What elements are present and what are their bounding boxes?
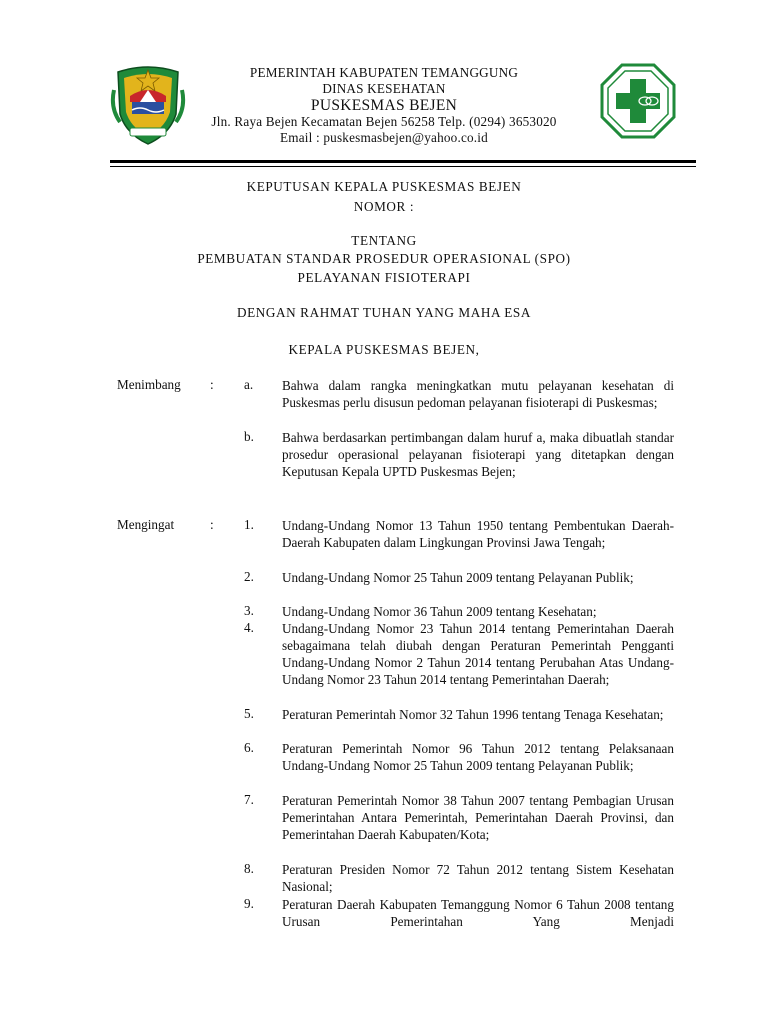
- list-item-text: Peraturan Daerah Kabupaten Temanggung Nomor 6 Tahun 2008 tentang Urusan Pemerintahan Yang Menjadi: [282, 897, 674, 929]
- decree-subject-line2: PELAYANAN FISIOTERAPI: [297, 270, 471, 285]
- official-line: KEPALA PUSKESMAS BEJEN,: [288, 342, 480, 357]
- list-item-marker: 4.: [244, 620, 254, 635]
- list-item-text: Undang-Undang Nomor 25 Tahun 2009 tentang Pelayanan Publik;: [282, 570, 634, 585]
- header-government: PEMERINTAH KABUPATEN TEMANGGUNG: [249, 65, 519, 80]
- header-department: DINAS KESEHATAN: [322, 81, 446, 96]
- decree-number: NOMOR :: [353, 199, 415, 214]
- list-item-text: Undang-Undang Nomor 36 Tahun 2009 tentang Kesehatan;: [282, 604, 597, 619]
- decree-title: KEPUTUSAN KEPALA PUSKESMAS BEJEN: [246, 179, 522, 194]
- list-item-marker: 3.: [244, 603, 254, 618]
- list-item-text: Peraturan Pemerintah Nomor 38 Tahun 2007 tentang Pembagian Urusan Pemerintahan Antara Pemerintah, Pemerintahan Daerah Provinsi, dan Pemerintahan Daerah Kabupaten/Kota;: [282, 793, 674, 842]
- mengingat-colon: :: [210, 517, 214, 532]
- header-organization: PUSKESMAS BEJEN: [310, 97, 458, 114]
- list-item-marker: 7.: [244, 792, 254, 807]
- mengingat-label: Mengingat: [117, 517, 175, 532]
- header-rule-thin: [110, 166, 696, 167]
- list-item-marker: a.: [244, 377, 254, 392]
- list-item-marker: 2.: [244, 569, 254, 584]
- list-item-text: Peraturan Pemerintah Nomor 32 Tahun 1996 tentang Tenaga Kesehatan;: [282, 707, 664, 722]
- decree-subject-line1: PEMBUATAN STANDAR PROSEDUR OPERASIONAL (SPO): [197, 251, 571, 266]
- list-item-text: Undang-Undang Nomor 13 Tahun 1950 tentang Pembentukan Daerah-Daerah Kabupaten dalam Lingkungan Provinsi Jawa Tengah;: [282, 518, 674, 550]
- menimbang-label: Menimbang: [117, 377, 181, 392]
- list-item-marker: 6.: [244, 740, 254, 755]
- list-item-marker: 5.: [244, 706, 254, 721]
- header-rule-thick: [110, 160, 696, 163]
- list-item-marker: b.: [244, 429, 254, 444]
- header-email: Email : puskesmasbejen@yahoo.co.id: [280, 130, 488, 145]
- list-item-marker: 9.: [244, 896, 254, 911]
- list-item-text: Bahwa berdasarkan pertimbangan dalam huruf a, maka dibuatlah standar prosedur operasional pelayanan fisioterapi yang ditetapkan dengan Keputusan Kepala UPTD Puskesmas Bejen;: [282, 430, 674, 479]
- decree-about: TENTANG: [351, 233, 417, 248]
- header-address: Jln. Raya Bejen Kecamatan Bejen 56258 Telp. (0294) 3653020: [211, 114, 557, 129]
- list-item-text: Peraturan Pemerintah Nomor 96 Tahun 2012 tentang Pelaksanaan Undang-Undang Nomor 25 Tahun 2009 tentang Pelayanan Publik;: [282, 741, 674, 773]
- list-item-text: Undang-Undang Nomor 23 Tahun 2014 tentang Pemerintahan Daerah sebagaimana telah diubah dengan Peraturan Pemerintah Pengganti Undang-Undang Nomor 2 Tahun 2014 tentang Perubahan Atas Undang-Undang Nomor 23 Tahun 2014 tentang Pemerintahan Daerah;: [282, 621, 674, 687]
- list-item-text: Bahwa dalam rangka meningkatkan mutu pelayanan kesehatan di Puskesmas perlu disusun pedoman pelayanan fisioterapi di Puskesmas;: [282, 378, 674, 410]
- menimbang-colon: :: [210, 377, 214, 392]
- list-item-marker: 1.: [244, 517, 254, 532]
- blessing-line: DENGAN RAHMAT TUHAN YANG MAHA ESA: [237, 305, 531, 320]
- list-item-marker: 8.: [244, 861, 254, 876]
- list-item-text: Peraturan Presiden Nomor 72 Tahun 2012 tentang Sistem Kesehatan Nasional;: [282, 862, 674, 894]
